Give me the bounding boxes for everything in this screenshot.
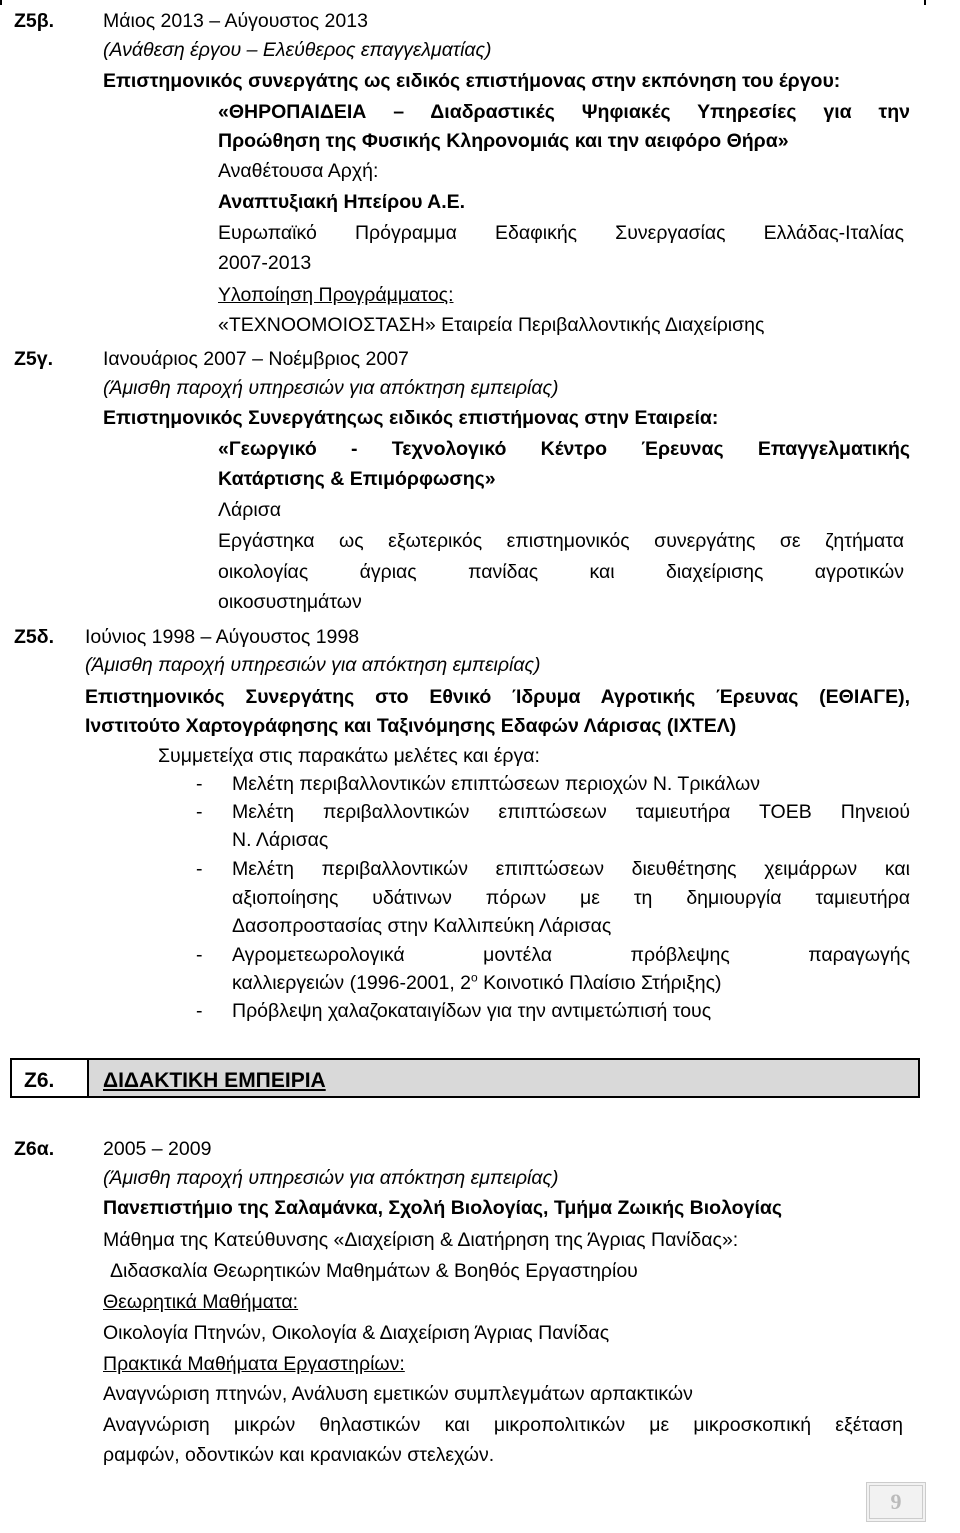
list-dash: - xyxy=(196,944,203,966)
authority-label: Αναθέτουσα Αρχή: xyxy=(218,160,379,182)
entry-code-z5d: Ζ5δ. xyxy=(14,626,54,648)
page-number: 9 xyxy=(866,1482,926,1522)
entry-type: (Άμισθη παροχή υπηρεσιών για απόκτηση εμπειρίας) xyxy=(103,377,559,399)
entry-role: Επιστημονικός Συνεργάτηςως ειδικός επιστήμονας στην Εταιρεία: xyxy=(103,407,719,429)
section-code: Ζ6. xyxy=(24,1069,55,1092)
entry-code-z5b: Ζ5β. xyxy=(14,10,55,32)
entry-type: (Ανάθεση έργου – Ελεύθερος επαγγελματίας) xyxy=(103,39,492,61)
entry-role-line1: Επιστημονικός Συνεργάτης στο Εθνικό Ίδρυμα Αγροτικής Έρευνας (ΕΘΙΑΓΕ), xyxy=(85,686,910,708)
org-name-line1: «Γεωργικό - Τεχνολογικό Κέντρο Έρευνας Επαγγελματικής xyxy=(218,438,910,460)
description-line2: οικολογίας άγριας πανίδας και διαχείρισης αγροτικών xyxy=(218,561,904,583)
entry-role: Επιστημονικός συνεργάτης ως ειδικός επιστήμονας στην εκπόνηση του έργου: xyxy=(103,70,841,92)
entry-period: Ιανουάριος 2007 – Νοέμβριος 2007 xyxy=(103,348,409,370)
course-title: Μάθημα της Κατεύθυνσης «Διαχείριση & Διατήρηση της Άγριας Πανίδας»: xyxy=(103,1229,739,1251)
project-title-line1: «ΘΗΡΟΠΑΙΔΕΙΑ – Διαδραστικές Ψηφιακές Υπηρεσίες για την xyxy=(218,101,910,123)
entry-type: (Άμισθη παροχή υπηρεσιών για απόκτηση εμπειρίας) xyxy=(103,1167,559,1189)
program-line2: 2007-2013 xyxy=(218,252,312,274)
entry-type: (Άμισθη παροχή υπηρεσιών για απόκτηση εμπειρίας) xyxy=(85,654,541,676)
list-dash: - xyxy=(196,858,203,880)
item4-text-b: Κοινοτικό Πλαίσιο Στήριξης) xyxy=(477,972,722,994)
entry-code-z6a: Ζ6α. xyxy=(14,1138,55,1160)
entry-period: Μάιος 2013 – Αύγουστος 2013 xyxy=(103,10,368,32)
list-item-cont: αξιοποίησης υδάτινων πόρων με τη δημιουργία ταμιευτήρα xyxy=(232,887,910,909)
description-line1: Εργάστηκα ως εξωτερικός επιστημονικός συνεργάτης σε ζητήματα xyxy=(218,530,904,552)
implementation-name: «ΤΕΧΝΟΟΜΟΙΟΣΤΑΣΗ» Εταιρεία Περιβαλλοντικής Διαχείρισης xyxy=(218,314,765,336)
entry-period: 2005 – 2009 xyxy=(103,1138,212,1160)
project-title-line2: Προώθηση της Φυσικής Κληρονομιάς και την αειφόρο Θήρα» xyxy=(218,130,789,152)
list-item-cont: Ν. Λάρισας xyxy=(232,829,329,851)
authority-name: Αναπτυξιακή Ηπείρου Α.Ε. xyxy=(218,191,466,213)
list-dash: - xyxy=(196,1000,203,1022)
item4-text-a: καλλιεργειών (1996-2001, 2 xyxy=(232,972,471,994)
org-city: Λάρισα xyxy=(218,499,282,521)
university-name: Πανεπιστήμιο της Σαλαμάνκα, Σχολή Βιολογίας, Τμήμα Ζωικής Βιολογίας xyxy=(103,1197,782,1219)
entry-role-line2: Ινστιτούτο Χαρτογράφησης και Ταξινόμησης Εδαφών Λάρισας (ΙΧΤΕΛ) xyxy=(85,715,737,737)
entry-period: Ιούνιος 1998 – Αύγουστος 1998 xyxy=(85,626,360,648)
list-item: Αγρομετεωρολογικά μοντέλα πρόβλεψης παραγωγής xyxy=(232,944,910,966)
list-item: Μελέτη περιβαλλοντικών επιπτώσεων περιοχών Ν. Τρικάλων xyxy=(232,773,760,795)
lab-item: Αναγνώριση μικρών θηλαστικών και μικροπολιτικών με μικροσκοπική εξέταση xyxy=(103,1414,903,1436)
org-name-line2: Κατάρτισης & Επιμόρφωσης» xyxy=(218,468,496,490)
lab-item-cont: ραμφών, οδοντικών και κρανιακών στελεχών. xyxy=(103,1444,495,1466)
list-dash: - xyxy=(196,773,203,795)
section-title: ΔΙΔΑΚΤΙΚΗ ΕΜΠΕΙΡΙΑ xyxy=(103,1069,326,1092)
teaching-role: Διδασκαλία Θεωρητικών Μαθημάτων & Βοηθός Εργαστηρίου xyxy=(110,1260,638,1282)
section-title-cell xyxy=(89,1060,918,1096)
list-item: Μελέτη περιβαλλοντικών επιπτώσεων διευθέτησης χειμάρρων και xyxy=(232,858,910,880)
theory-courses: Οικολογία Πτηνών, Οικολογία & Διαχείριση Άγριας Πανίδας xyxy=(103,1322,610,1344)
section-header-z6 xyxy=(10,1058,920,1098)
theory-label: Θεωρητικά Μαθήματα: xyxy=(103,1291,299,1313)
description-line3: οικοσυστημάτων xyxy=(218,591,362,613)
entry-code-z5g: Ζ5γ. xyxy=(14,348,54,370)
projects-intro: Συμμετείχα στις παρακάτω μελέτες και έργα: xyxy=(158,745,540,767)
table-border-top xyxy=(0,0,926,5)
item4-superscript: ο xyxy=(471,970,478,985)
list-item: Πρόβλεψη χαλαζοκαταιγίδων για την αντιμετώπισή τους xyxy=(232,1000,712,1022)
list-item-cont: Δασοπροστασίας στην Καλλιπεύκη Λάρισας xyxy=(232,915,612,937)
lab-label: Πρακτικά Μαθήματα Εργαστηρίων: xyxy=(103,1353,405,1375)
list-item: Μελέτη περιβαλλοντικών επιπτώσεων ταμιευτήρα ΤΟΕΒ Πηνειού xyxy=(232,801,910,823)
list-item-cont xyxy=(232,968,722,998)
list-dash: - xyxy=(196,801,203,823)
lab-item: Αναγνώριση πτηνών, Ανάλυση εμετικών συμπλεγμάτων αρπακτικών xyxy=(103,1383,693,1405)
implementation-label: Υλοποίηση Προγράμματος: xyxy=(218,284,454,306)
program-line1: Ευρωπαϊκό Πρόγραμμα Εδαφικής Συνεργασίας Ελλάδας-Ιταλίας xyxy=(218,222,904,244)
section-code-cell xyxy=(12,1060,89,1096)
